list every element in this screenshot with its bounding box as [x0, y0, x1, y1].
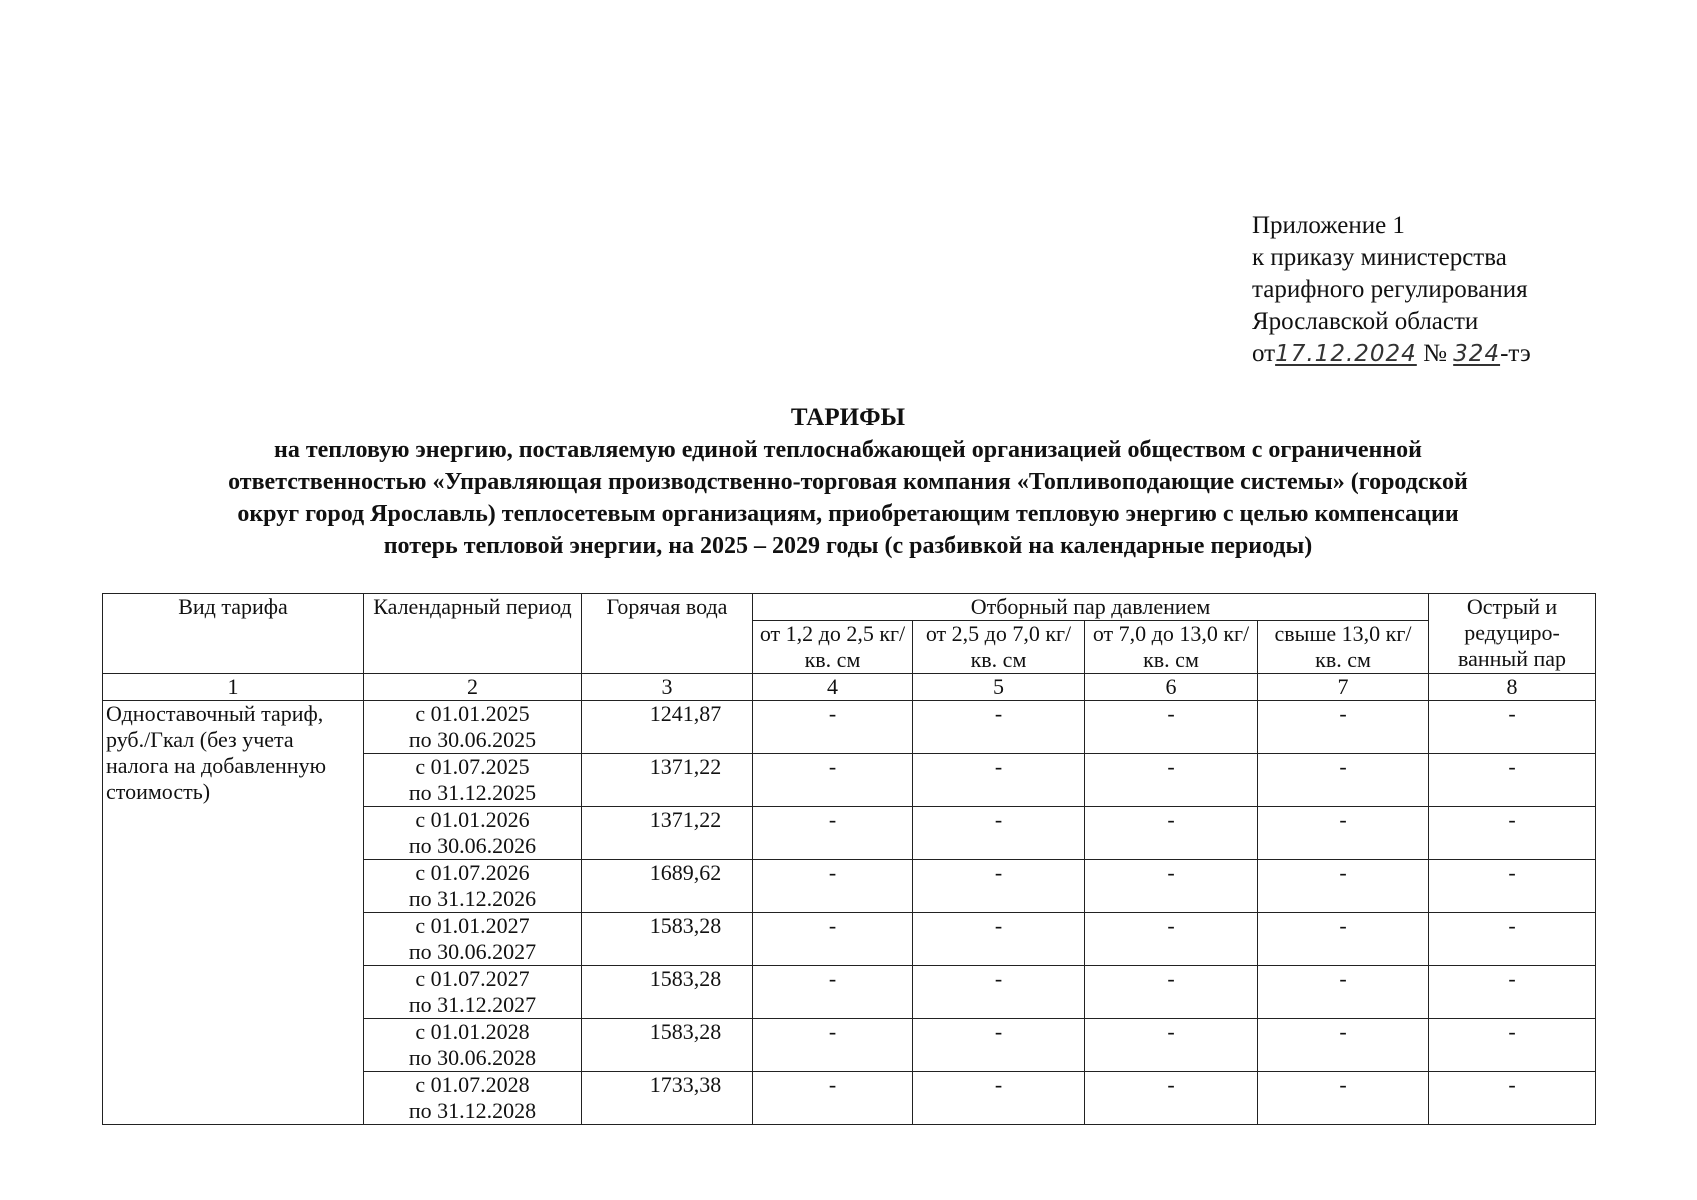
period-from: с 01.07.2028 [415, 1072, 530, 1097]
steam-4-value: - [1258, 754, 1429, 807]
header-hot-water: Горячая вода [582, 594, 753, 674]
live-steam-value: - [1429, 701, 1596, 754]
period-from: с 01.07.2027 [415, 966, 530, 991]
document-subtitle-line-1: на тепловую энергию, поставляемую единой теплоснабжающей организацией обществом с ограниченной [273, 437, 1422, 463]
column-number-row [103, 674, 1596, 701]
header-tariff-type: Вид тарифа [103, 594, 364, 674]
live-steam-value: - [1429, 754, 1596, 807]
period-to: по 30.06.2025 [408, 727, 537, 752]
steam-2-value: - [913, 966, 1085, 1019]
steam-2-value: - [913, 860, 1085, 913]
period-to: по 31.12.2025 [408, 780, 537, 805]
steam-2-value: - [913, 807, 1085, 860]
appendix-order-number: 324 [1453, 341, 1501, 367]
appendix-from-prefix: от [1252, 340, 1276, 367]
steam-3-value: - [1085, 754, 1258, 807]
document-subtitle-line-3: округ город Ярославль) теплосетевым организациям, приобретающим тепловую энергию с целью компенсации [237, 501, 1459, 527]
period-cell [364, 754, 582, 807]
steam-1-value: - [753, 966, 913, 1019]
steam-3-value: - [1085, 807, 1258, 860]
steam-3-value: - [1085, 913, 1258, 966]
steam-4-value: - [1258, 1019, 1429, 1072]
steam-4-value: - [1258, 913, 1429, 966]
steam-1-value: - [753, 807, 913, 860]
hot-water-value: 1583,28 [582, 1019, 753, 1072]
live-steam-value: - [1429, 966, 1596, 1019]
appendix-line-2: к приказу министерства [1252, 244, 1507, 271]
column-number: 5 [913, 674, 1085, 701]
column-number: 1 [103, 674, 364, 701]
appendix-number-sign: № [1423, 340, 1447, 367]
period-from: с 01.01.2025 [415, 701, 530, 726]
tariffs-table [102, 593, 1596, 1125]
steam-3-value: - [1085, 860, 1258, 913]
steam-2-value: - [913, 754, 1085, 807]
live-steam-value: - [1429, 807, 1596, 860]
steam-2-value: - [913, 1019, 1085, 1072]
steam-3-value: - [1085, 966, 1258, 1019]
appendix-order-line [1252, 338, 1531, 370]
appendix-order-suffix: -тэ [1500, 340, 1531, 367]
hot-water-value: 1583,28 [582, 913, 753, 966]
column-number: 4 [753, 674, 913, 701]
live-steam-value: - [1429, 1072, 1596, 1125]
steam-2-value: - [913, 1072, 1085, 1125]
live-steam-value: - [1429, 1019, 1596, 1072]
steam-3-value: - [1085, 1019, 1258, 1072]
steam-4-value: - [1258, 966, 1429, 1019]
column-number: 3 [582, 674, 753, 701]
document-heading [90, 402, 1606, 562]
header-live-steam: Острый и редуциро-ванный пар [1429, 594, 1596, 674]
tariff-type-cell: Одноставочный тариф, руб./Гкал (без учета налога на добавленную стоимость) [103, 701, 364, 1125]
header-steam-1: от 1,2 до 2,5 кг/ кв. см [753, 621, 913, 674]
period-to: по 31.12.2027 [408, 992, 537, 1017]
table-header-row-1 [103, 594, 1596, 621]
live-steam-value: - [1429, 860, 1596, 913]
steam-3-value: - [1085, 701, 1258, 754]
appendix-block [1252, 210, 1531, 370]
document-title: ТАРИФЫ [790, 404, 906, 431]
hot-water-value: 1689,62 [582, 860, 753, 913]
appendix-order-date: 17.12.2024 [1275, 341, 1417, 367]
period-cell [364, 1072, 582, 1125]
appendix-line-4: Ярославской области [1252, 308, 1479, 335]
hot-water-value: 1241,87 [582, 701, 753, 754]
appendix-line-1: Приложение 1 [1252, 212, 1405, 239]
period-from: с 01.07.2025 [415, 754, 530, 779]
period-from: с 01.01.2027 [415, 913, 530, 938]
column-number: 7 [1258, 674, 1429, 701]
hot-water-value: 1371,22 [582, 754, 753, 807]
period-to: по 31.12.2026 [408, 886, 537, 911]
steam-2-value: - [913, 701, 1085, 754]
steam-1-value: - [753, 913, 913, 966]
period-to: по 30.06.2028 [408, 1045, 537, 1070]
column-number: 8 [1429, 674, 1596, 701]
steam-4-value: - [1258, 701, 1429, 754]
period-to: по 30.06.2026 [408, 833, 537, 858]
period-cell [364, 1019, 582, 1072]
header-steam-3: от 7,0 до 13,0 кг/ кв. см [1085, 621, 1258, 674]
steam-4-value: - [1258, 807, 1429, 860]
steam-1-value: - [753, 1072, 913, 1125]
appendix-line-3: тарифного регулирования [1252, 276, 1528, 303]
header-steam-4: свыше 13,0 кг/ кв. см [1258, 621, 1429, 674]
steam-1-value: - [753, 754, 913, 807]
period-cell [364, 966, 582, 1019]
period-from: с 01.01.2028 [415, 1019, 530, 1044]
hot-water-value: 1583,28 [582, 966, 753, 1019]
steam-1-value: - [753, 1019, 913, 1072]
steam-4-value: - [1258, 860, 1429, 913]
column-number: 6 [1085, 674, 1258, 701]
steam-1-value: - [753, 701, 913, 754]
steam-1-value: - [753, 860, 913, 913]
hot-water-value: 1733,38 [582, 1072, 753, 1125]
period-to: по 30.06.2027 [408, 939, 537, 964]
steam-2-value: - [913, 913, 1085, 966]
header-steam-2: от 2,5 до 7,0 кг/ кв. см [913, 621, 1085, 674]
period-cell [364, 860, 582, 913]
table-row [103, 701, 1596, 754]
period-cell [364, 701, 582, 754]
period-from: с 01.07.2026 [415, 860, 530, 885]
column-number: 2 [364, 674, 582, 701]
period-to: по 31.12.2028 [408, 1098, 537, 1123]
header-steam-group: Отборный пар давлением [753, 594, 1429, 621]
steam-4-value: - [1258, 1072, 1429, 1125]
document-subtitle-line-4: потерь тепловой энергии, на 2025 – 2029 годы (с разбивкой на календарные периоды) [383, 533, 1313, 559]
document-subtitle-line-2: ответственностью «Управляющая производственно-торговая компания «Топливоподающие системы» (городской [228, 469, 1468, 495]
period-cell [364, 807, 582, 860]
steam-3-value: - [1085, 1072, 1258, 1125]
hot-water-value: 1371,22 [582, 807, 753, 860]
header-period: Календарный период [364, 594, 582, 674]
live-steam-value: - [1429, 913, 1596, 966]
period-from: с 01.01.2026 [415, 807, 530, 832]
period-cell [364, 913, 582, 966]
